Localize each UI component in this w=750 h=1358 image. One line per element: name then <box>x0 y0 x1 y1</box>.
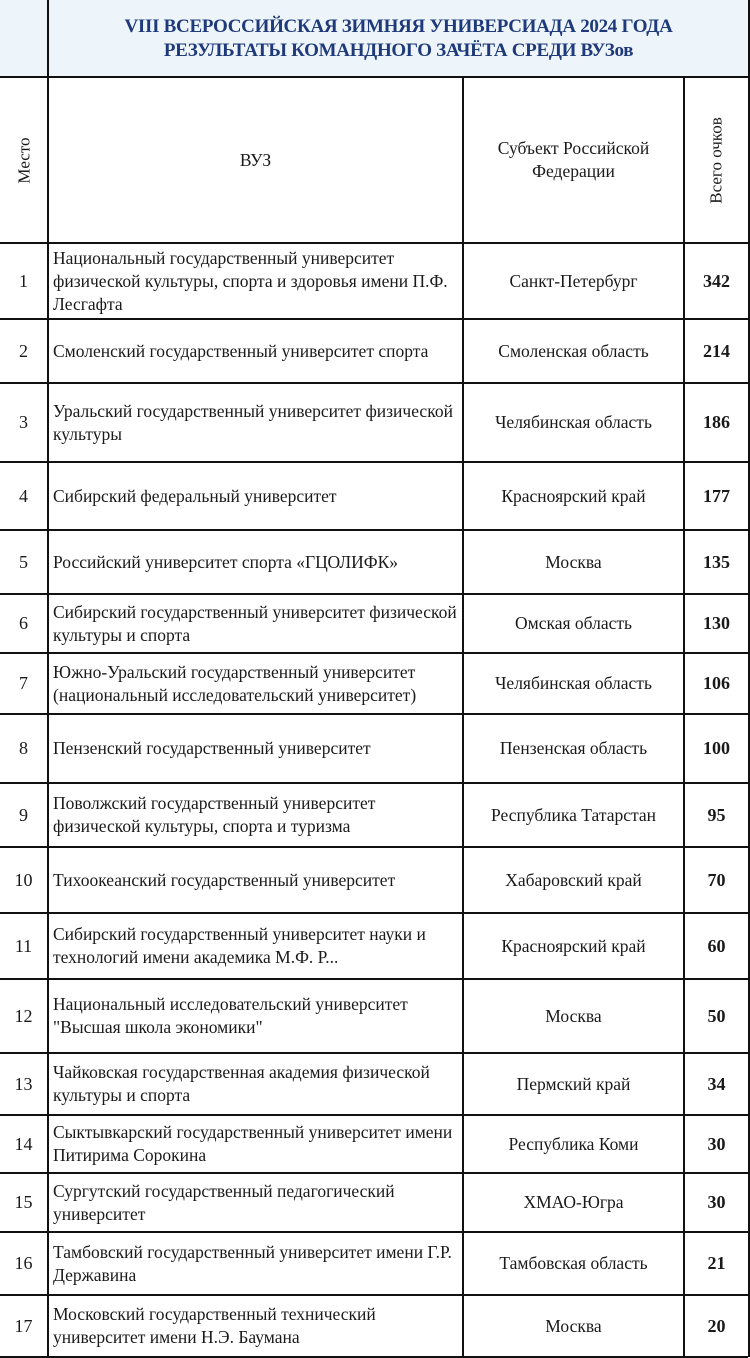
region-cell-text: Смоленская область <box>498 340 649 361</box>
vuz-cell-text: Сыктывкарский государственный университет имени Питирима Сорокина <box>53 1122 453 1165</box>
vuz-cell-text: Национальный исследовательский университет "Высшая школа экономики" <box>53 994 408 1037</box>
points-cell <box>685 244 748 318</box>
region-cell <box>464 531 683 593</box>
place-cell-text: 3 <box>19 412 28 432</box>
place-cell-text: 6 <box>19 613 28 633</box>
vuz-cell-text: Пензенский государственный университет <box>53 738 371 758</box>
place-cell-text: 7 <box>19 673 28 693</box>
region-cell <box>464 244 683 318</box>
column-divider <box>683 76 685 1357</box>
region-cell <box>464 1054 683 1114</box>
region-cell-text: Красноярский край <box>501 935 646 956</box>
vuz-cell-text: Уральский государственный университет физической культуры <box>53 400 453 444</box>
region-cell <box>464 384 683 461</box>
place-cell <box>0 1174 47 1231</box>
place-cell-text: 10 <box>14 869 33 890</box>
region-cell-text: Республика Коми <box>508 1133 639 1154</box>
place-cell <box>0 1116 47 1172</box>
region-cell-text: Москва <box>545 1315 602 1336</box>
place-cell-text: 1 <box>19 270 28 291</box>
vuz-cell <box>49 1116 462 1172</box>
row-divider <box>0 912 748 914</box>
place-cell <box>0 784 47 846</box>
vuz-cell-text: Национальный государственный университет физической культуры, спорта и здоровья имени П.Ф. Лесгафта <box>53 247 448 314</box>
points-cell <box>685 595 748 652</box>
region-cell-text: Омская область <box>514 613 633 633</box>
points-cell <box>685 1296 748 1356</box>
place-cell <box>0 848 47 912</box>
place-cell <box>0 1054 47 1114</box>
points-cell-text: 20 <box>707 1315 726 1336</box>
column-header-place-label: Место <box>14 136 34 184</box>
points-cell <box>685 784 748 846</box>
vuz-cell-text: Сибирский государственный университет науки и технологий имени академика М.Ф. Р... <box>53 924 426 967</box>
vuz-cell <box>49 320 462 382</box>
place-cell-text: 12 <box>14 1005 33 1026</box>
place-cell-text: 9 <box>19 804 28 825</box>
vuz-cell <box>49 1174 462 1231</box>
place-cell-text: 17 <box>14 1315 33 1336</box>
place-cell-text: 8 <box>19 738 28 758</box>
title-line-2: РЕЗУЛЬТАТЫ КОМАНДНОГО ЗАЧЁТА СРЕДИ ВУЗов <box>163 39 634 61</box>
place-cell <box>0 654 47 713</box>
points-cell <box>685 531 748 593</box>
column-divider <box>462 76 464 1357</box>
vuz-cell <box>49 914 462 978</box>
place-cell <box>0 1233 47 1294</box>
region-cell <box>464 1116 683 1172</box>
points-cell-text: 106 <box>703 673 730 693</box>
region-cell-text: Республика Татарстан <box>490 804 656 825</box>
place-cell <box>0 320 47 382</box>
column-header-region-label: Субъект Российской Федерации <box>497 138 650 181</box>
place-cell-text: 11 <box>14 935 33 956</box>
place-cell <box>0 244 47 318</box>
row-divider <box>0 593 748 595</box>
row-divider <box>0 1052 748 1054</box>
column-divider <box>47 0 49 1357</box>
vuz-cell-text: Российский университет спорта «ГЦОЛИФК» <box>53 551 399 572</box>
vuz-cell-text: Тамбовский государственный университет имени Г.Р. Державина <box>53 1241 452 1285</box>
vuz-cell <box>49 1296 462 1356</box>
vuz-cell <box>49 715 462 782</box>
row-divider <box>0 1294 748 1296</box>
vuz-cell-text: Южно-Уральский государственный университет (национальный исследовательский университет) <box>53 661 417 705</box>
region-cell <box>464 1174 683 1231</box>
vuz-cell <box>49 848 462 912</box>
vuz-cell-text: Поволжский государственный университет физической культуры, спорта и туризма <box>53 793 376 836</box>
place-cell <box>0 715 47 782</box>
vuz-cell <box>49 384 462 461</box>
points-cell <box>685 654 748 713</box>
points-cell <box>685 980 748 1052</box>
region-cell <box>464 1296 683 1356</box>
row-divider <box>0 1231 748 1233</box>
points-cell <box>685 320 748 382</box>
region-cell-text: Москва <box>545 1005 602 1026</box>
title-line-1: VIII ВСЕРОССИЙСКАЯ ЗИМНЯЯ УНИВЕРСИАДА 2024 ГОДА <box>124 15 673 37</box>
region-cell-text: Красноярский край <box>501 485 646 506</box>
column-header-place <box>0 78 48 242</box>
points-cell-text: 30 <box>707 1192 726 1212</box>
points-cell <box>685 1116 748 1172</box>
region-cell-text: Пензенская область <box>499 738 648 758</box>
place-cell <box>0 531 47 593</box>
points-cell <box>685 1174 748 1231</box>
region-cell <box>464 654 683 713</box>
region-cell-text: Челябинская область <box>495 673 652 693</box>
region-cell-text: Челябинская область <box>495 412 652 432</box>
place-cell-text: 14 <box>14 1133 33 1154</box>
region-cell <box>464 463 683 529</box>
row-divider <box>0 846 748 848</box>
row-divider <box>0 76 748 78</box>
place-cell <box>0 1296 47 1356</box>
vuz-cell-text: Сургутский государственный педагогический университет <box>53 1180 395 1224</box>
vuz-cell <box>49 531 462 593</box>
points-cell <box>685 463 748 529</box>
row-divider <box>0 652 748 654</box>
place-cell <box>0 463 47 529</box>
column-header-points <box>685 78 748 242</box>
points-cell-text: 50 <box>707 1005 726 1026</box>
points-cell-text: 186 <box>703 412 730 432</box>
vuz-cell-text: Чайковская государственная академия физической культуры и спорта <box>53 1062 430 1105</box>
row-divider <box>0 242 748 244</box>
vuz-cell <box>49 1233 462 1294</box>
points-cell-text: 214 <box>703 340 730 361</box>
place-cell-text: 4 <box>19 485 28 506</box>
place-cell <box>0 384 47 461</box>
points-cell-text: 30 <box>707 1133 726 1154</box>
place-cell <box>0 595 47 652</box>
row-divider <box>0 978 748 980</box>
vuz-cell <box>49 980 462 1052</box>
points-cell <box>685 1054 748 1114</box>
vuz-cell-text: Сибирский государственный университет физической культуры и спорта <box>53 601 457 645</box>
region-cell <box>464 848 683 912</box>
points-cell <box>685 715 748 782</box>
points-cell-text: 70 <box>707 869 726 890</box>
points-cell <box>685 1233 748 1294</box>
place-cell <box>0 914 47 978</box>
region-cell <box>464 980 683 1052</box>
region-cell <box>464 715 683 782</box>
region-cell <box>464 1233 683 1294</box>
points-cell-text: 135 <box>703 551 730 572</box>
points-cell-text: 95 <box>707 804 726 825</box>
region-cell-text: Тамбовская область <box>499 1253 648 1273</box>
place-cell-text: 13 <box>14 1073 33 1094</box>
vuz-cell-text: Смоленский государственный университет спорта <box>53 340 429 361</box>
vuz-cell <box>49 463 462 529</box>
place-cell-text: 5 <box>19 551 28 572</box>
place-cell <box>0 980 47 1052</box>
row-divider <box>0 1114 748 1116</box>
region-cell-text: ХМАО-Югра <box>523 1192 624 1212</box>
points-cell-text: 34 <box>707 1073 726 1094</box>
points-cell-text: 60 <box>707 935 726 956</box>
place-cell-text: 16 <box>14 1253 33 1273</box>
row-divider <box>0 529 748 531</box>
region-cell <box>464 784 683 846</box>
points-cell-text: 100 <box>703 738 730 758</box>
column-header-region <box>464 78 683 242</box>
points-cell <box>685 384 748 461</box>
vuz-cell-text: Тихоокеанский государственный университет <box>53 869 396 890</box>
vuz-cell <box>49 1054 462 1114</box>
column-header-vuz <box>49 78 462 242</box>
place-cell-text: 2 <box>19 340 28 361</box>
vuz-cell <box>49 654 462 713</box>
vuz-cell-text: Московский государственный технический университет имени Н.Э. Баумана <box>53 1304 376 1347</box>
vuz-cell <box>49 244 462 318</box>
column-header-vuz-label: ВУЗ <box>239 149 272 170</box>
points-cell <box>685 914 748 978</box>
region-cell <box>464 914 683 978</box>
row-divider <box>0 782 748 784</box>
row-divider <box>0 318 748 320</box>
vuz-cell <box>49 784 462 846</box>
row-divider <box>0 713 748 715</box>
row-divider <box>0 382 748 384</box>
vuz-cell-text: Сибирский федеральный университет <box>53 485 337 506</box>
region-cell <box>464 320 683 382</box>
place-cell-text: 15 <box>14 1192 33 1212</box>
row-divider <box>0 461 748 463</box>
region-cell-text: Санкт-Петербург <box>509 270 638 291</box>
column-header-points-label: Всего очков <box>707 116 727 204</box>
region-cell-text: Москва <box>545 551 602 572</box>
table-title <box>49 0 748 77</box>
points-cell <box>685 848 748 912</box>
points-cell-text: 130 <box>703 613 730 633</box>
vuz-cell <box>49 595 462 652</box>
points-cell-text: 177 <box>703 485 730 506</box>
points-cell-text: 342 <box>703 270 730 291</box>
points-cell-text: 21 <box>707 1253 726 1273</box>
region-cell <box>464 595 683 652</box>
region-cell-text: Хабаровский край <box>505 869 642 890</box>
region-cell-text: Пермский край <box>516 1073 631 1094</box>
row-divider <box>0 1172 748 1174</box>
